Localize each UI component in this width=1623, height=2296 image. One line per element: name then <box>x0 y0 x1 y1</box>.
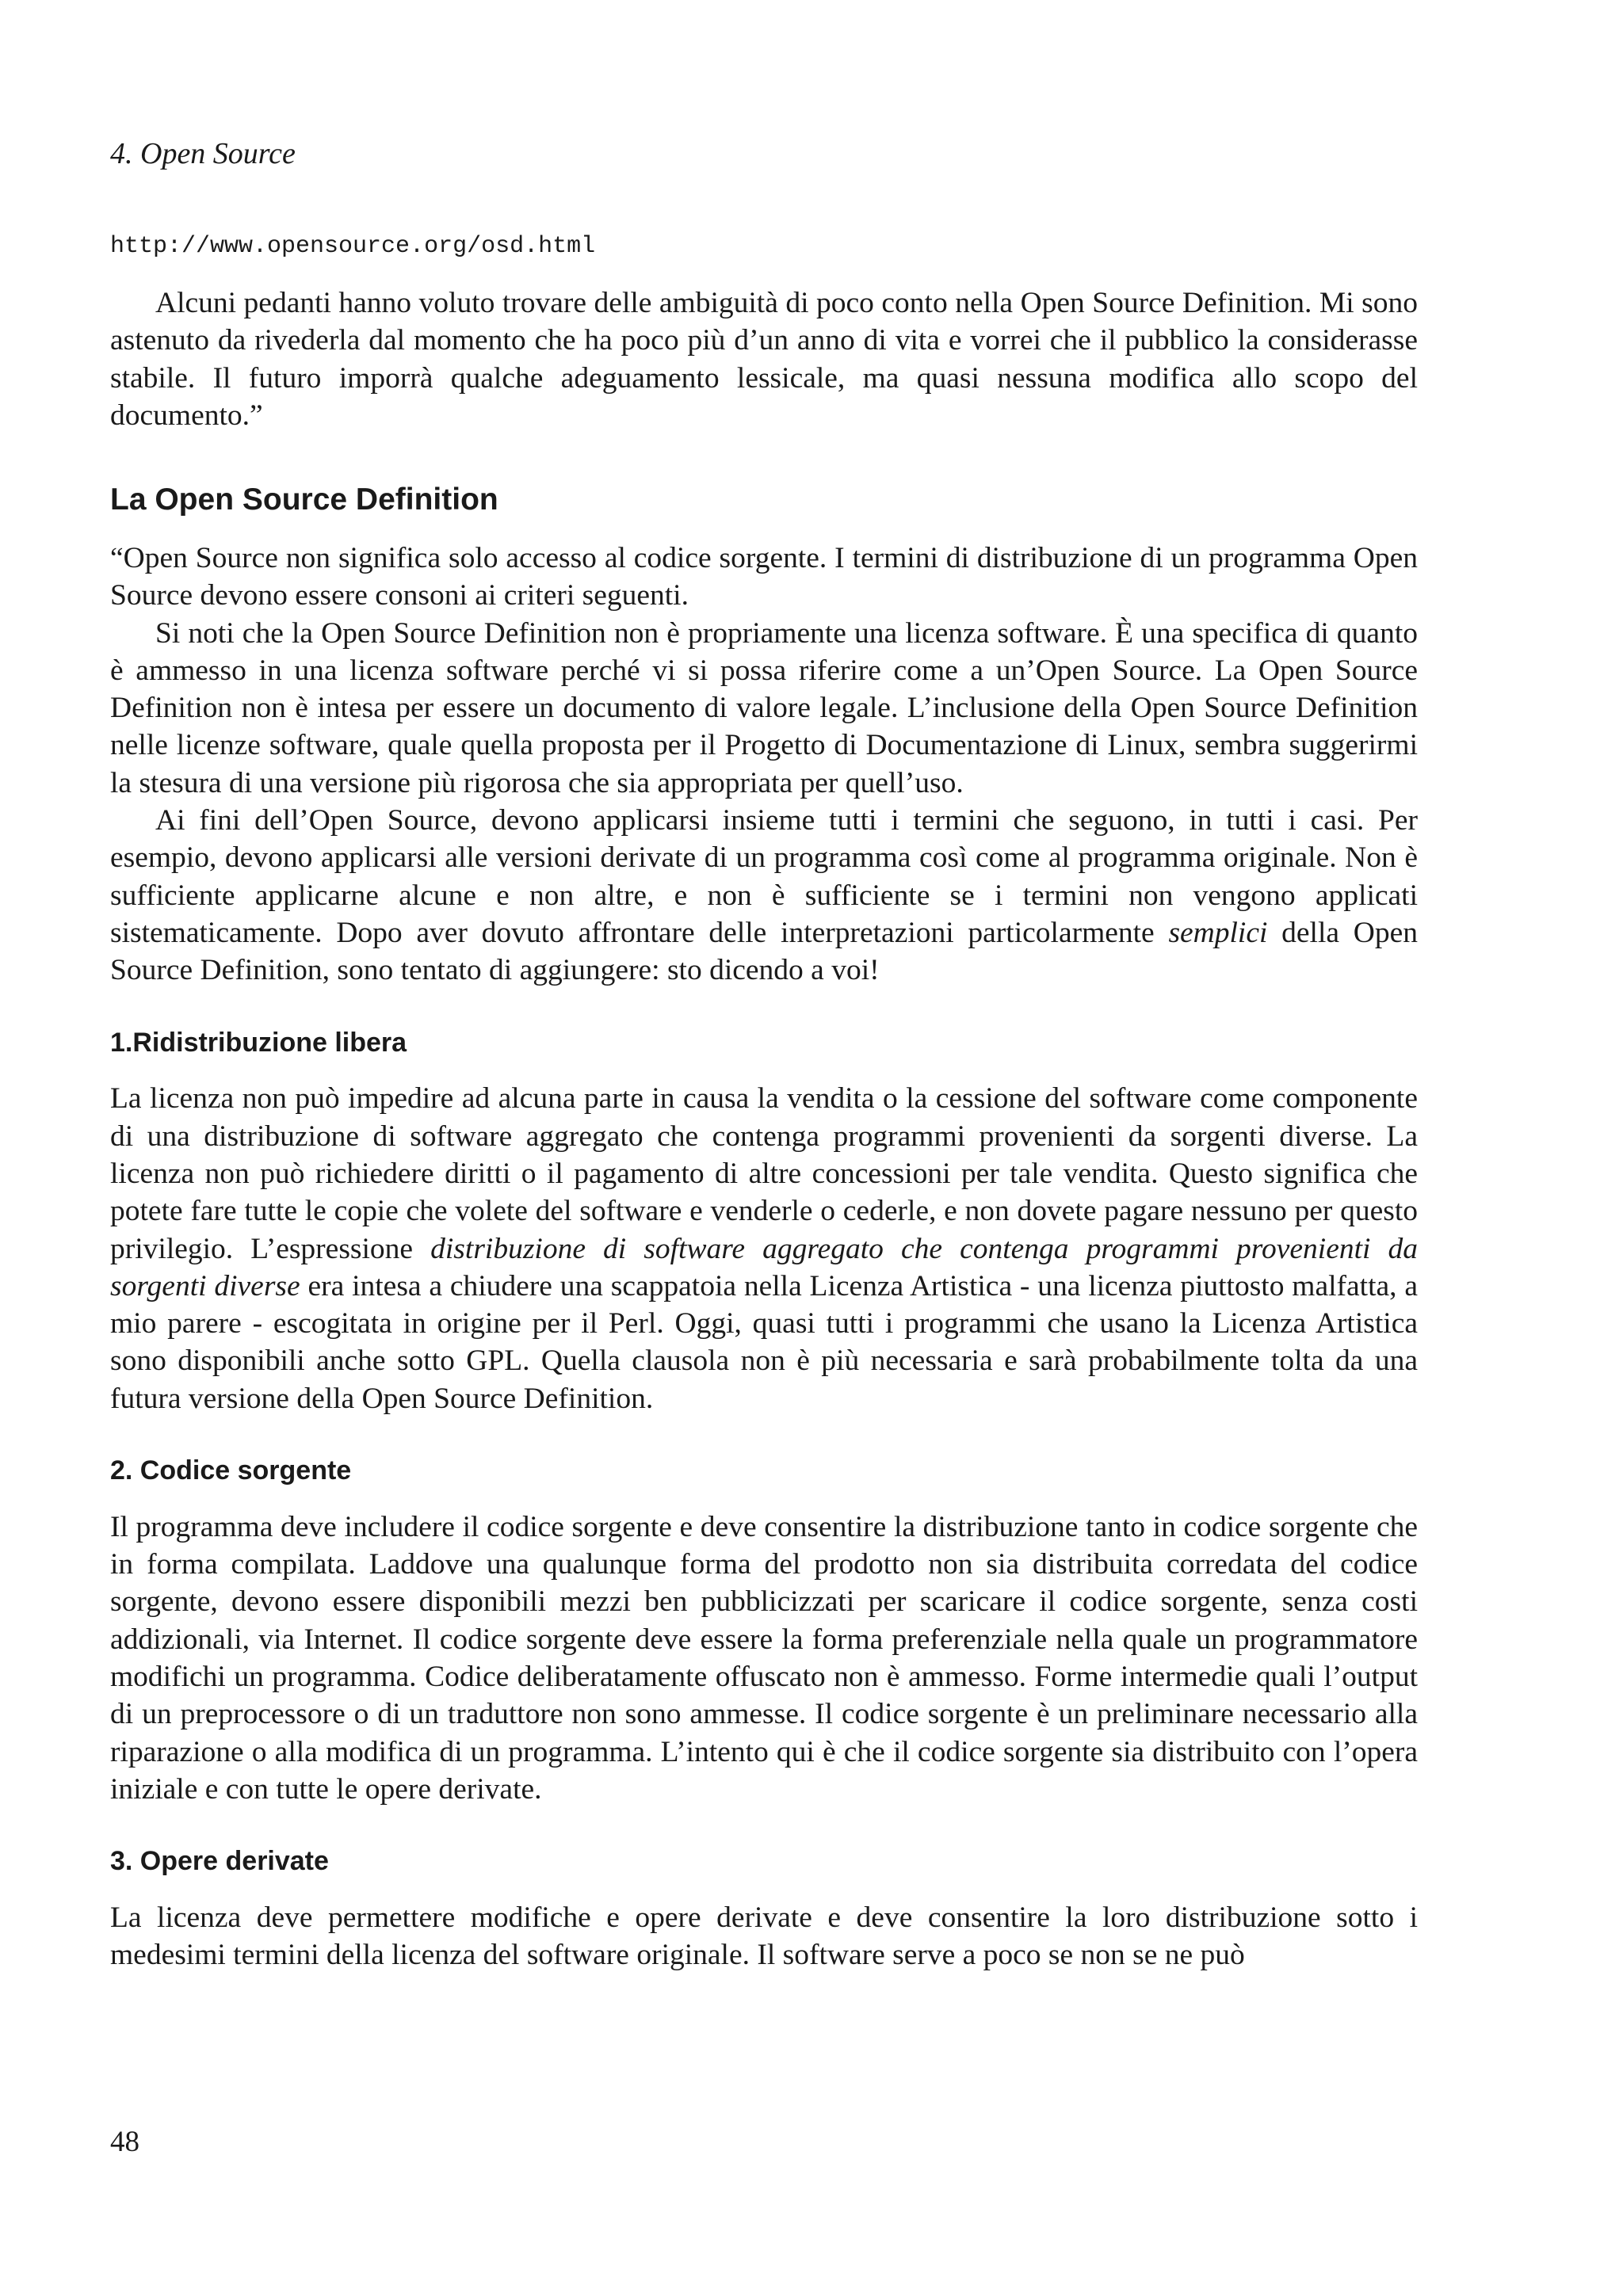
intro-paragraph: Alcuni pedanti hanno voluto trovare delle ambiguità di poco conto nella Open Source Definition. Mi sono astenuto da rivederla dal momento che ha poco più d’un anno di vita e vorrei che il pubblico la considerasse stabile. Il futuro imporrà qualche adeguamento lessicale, ma quasi nessuna modifica allo scopo del documento.” <box>110 287 1418 432</box>
page-number: 48 <box>110 2126 139 2158</box>
s1-text-b: era intesa a chiudere una scappatoia nella Licenza Artistica - una licenza piuttosto malfatta, a mio parere - escogitata in origine per il Perl. Oggi, quasi tutti i programmi che usano la Licenza Artistica sono disponibili anche sotto GPL. Quella clausola non è più necessaria e sarà probabilmente tolta da una futura versione della Open Source Definition. <box>110 1269 1418 1415</box>
section-title-1: 1.Ridistribuzione libera <box>110 1027 407 1058</box>
osd-paragraph-3 <box>110 802 1418 989</box>
osd-p3-emphasis: semplici <box>1168 916 1268 949</box>
osd-p3-text-a: Ai fini dell’Open Source, devono applicarsi insieme tutti i termini che seguono, in tutti i casi. Per esempio, devono applicarsi alle versioni derivate di un programma così come al programma originale. Non è sufficiente applicarne alcune e non altre, e non è sufficiente se i termini non vengono applicati sistematicamente. Dopo aver dovuto affrontare delle interpretazioni particolarmente <box>110 804 1418 949</box>
s1-text-a: La licenza non può impedire ad alcuna parte in causa la vendita o la cessione del software come componente di una distribuzione di software aggregato che contenga programmi provenienti da sorgenti diverse. La licenza non può richiedere diritti o il pagamento di altre concessioni per tale vendita. Questo significa che potete fare tutte le copie che volete del software e venderle o cederle, e non dovete pagare nessuno per questo privilegio. L’espressione <box>110 1082 1418 1265</box>
source-url: http://www.opensource.org/osd.html <box>110 233 596 260</box>
section-title-osd: La Open Source Definition <box>110 482 498 517</box>
section-title-2: 2. Codice sorgente <box>110 1455 352 1486</box>
s1-emphasis: distribuzione di software aggregato che contenga programmi provenienti da sorgenti diverse <box>110 1232 1418 1302</box>
osd-paragraph-1: “Open Source non significa solo accesso al codice sorgente. I termini di distribuzione di un programma Open Source devono essere consoni ai criteri seguenti. <box>110 541 1418 612</box>
section-3-paragraph: La licenza deve permettere modifiche e opere derivate e deve consentire la loro distribuzione sotto i medesimi termini della licenza del software originale. Il software serve a poco se non se ne può <box>110 1901 1418 1972</box>
section-1-paragraph <box>110 1080 1418 1417</box>
osd-p3-text-b: della Open Source Definition, sono tentato di aggiungere: sto dicendo a voi! <box>110 916 1418 987</box>
section-2-paragraph: Il programma deve includere il codice sorgente e deve consentire la distribuzione tanto in codice sorgente che in forma compilata. Laddove una qualunque forma del prodotto non sia distribuita corredata del codice sorgente, devono essere disponibili mezzi ben pubblicizzati per scaricare il codice sorgente, senza costi addizionali, via Internet. Il codice sorgente deve essere la forma preferenziale nella quale un programmatore modifichi un programma. Codice deliberatamente offuscato non è ammesso. Forme intermedie quali l’output di un preprocessore o di un traduttore non sono ammesse. Il codice sorgente è un preliminare necessario alla riparazione o alla modifica di un programma. L’intento qui è che il codice sorgente sia distribuito con l’opera iniziale e con tutte le opere derivate. <box>110 1510 1418 1806</box>
osd-paragraph-2: Si noti che la Open Source Definition non è propriamente una licenza software. È una specifica di quanto è ammesso in una licenza software perché vi si possa riferire come a un’Open Source. La Open Source Definition non è intesa per essere un documento di valore legale. L’inclusione della Open Source Definition nelle licenze software, quale quella proposta per il Progetto di Documentazione di Linux, sembra suggerirmi la stesura di una versione più rigorosa che sia appropriata per quell’uso. <box>110 616 1418 799</box>
running-head: 4. Open Source <box>110 137 296 170</box>
page-content <box>110 127 1418 1974</box>
section-title-3: 3. Opere derivate <box>110 1846 329 1877</box>
